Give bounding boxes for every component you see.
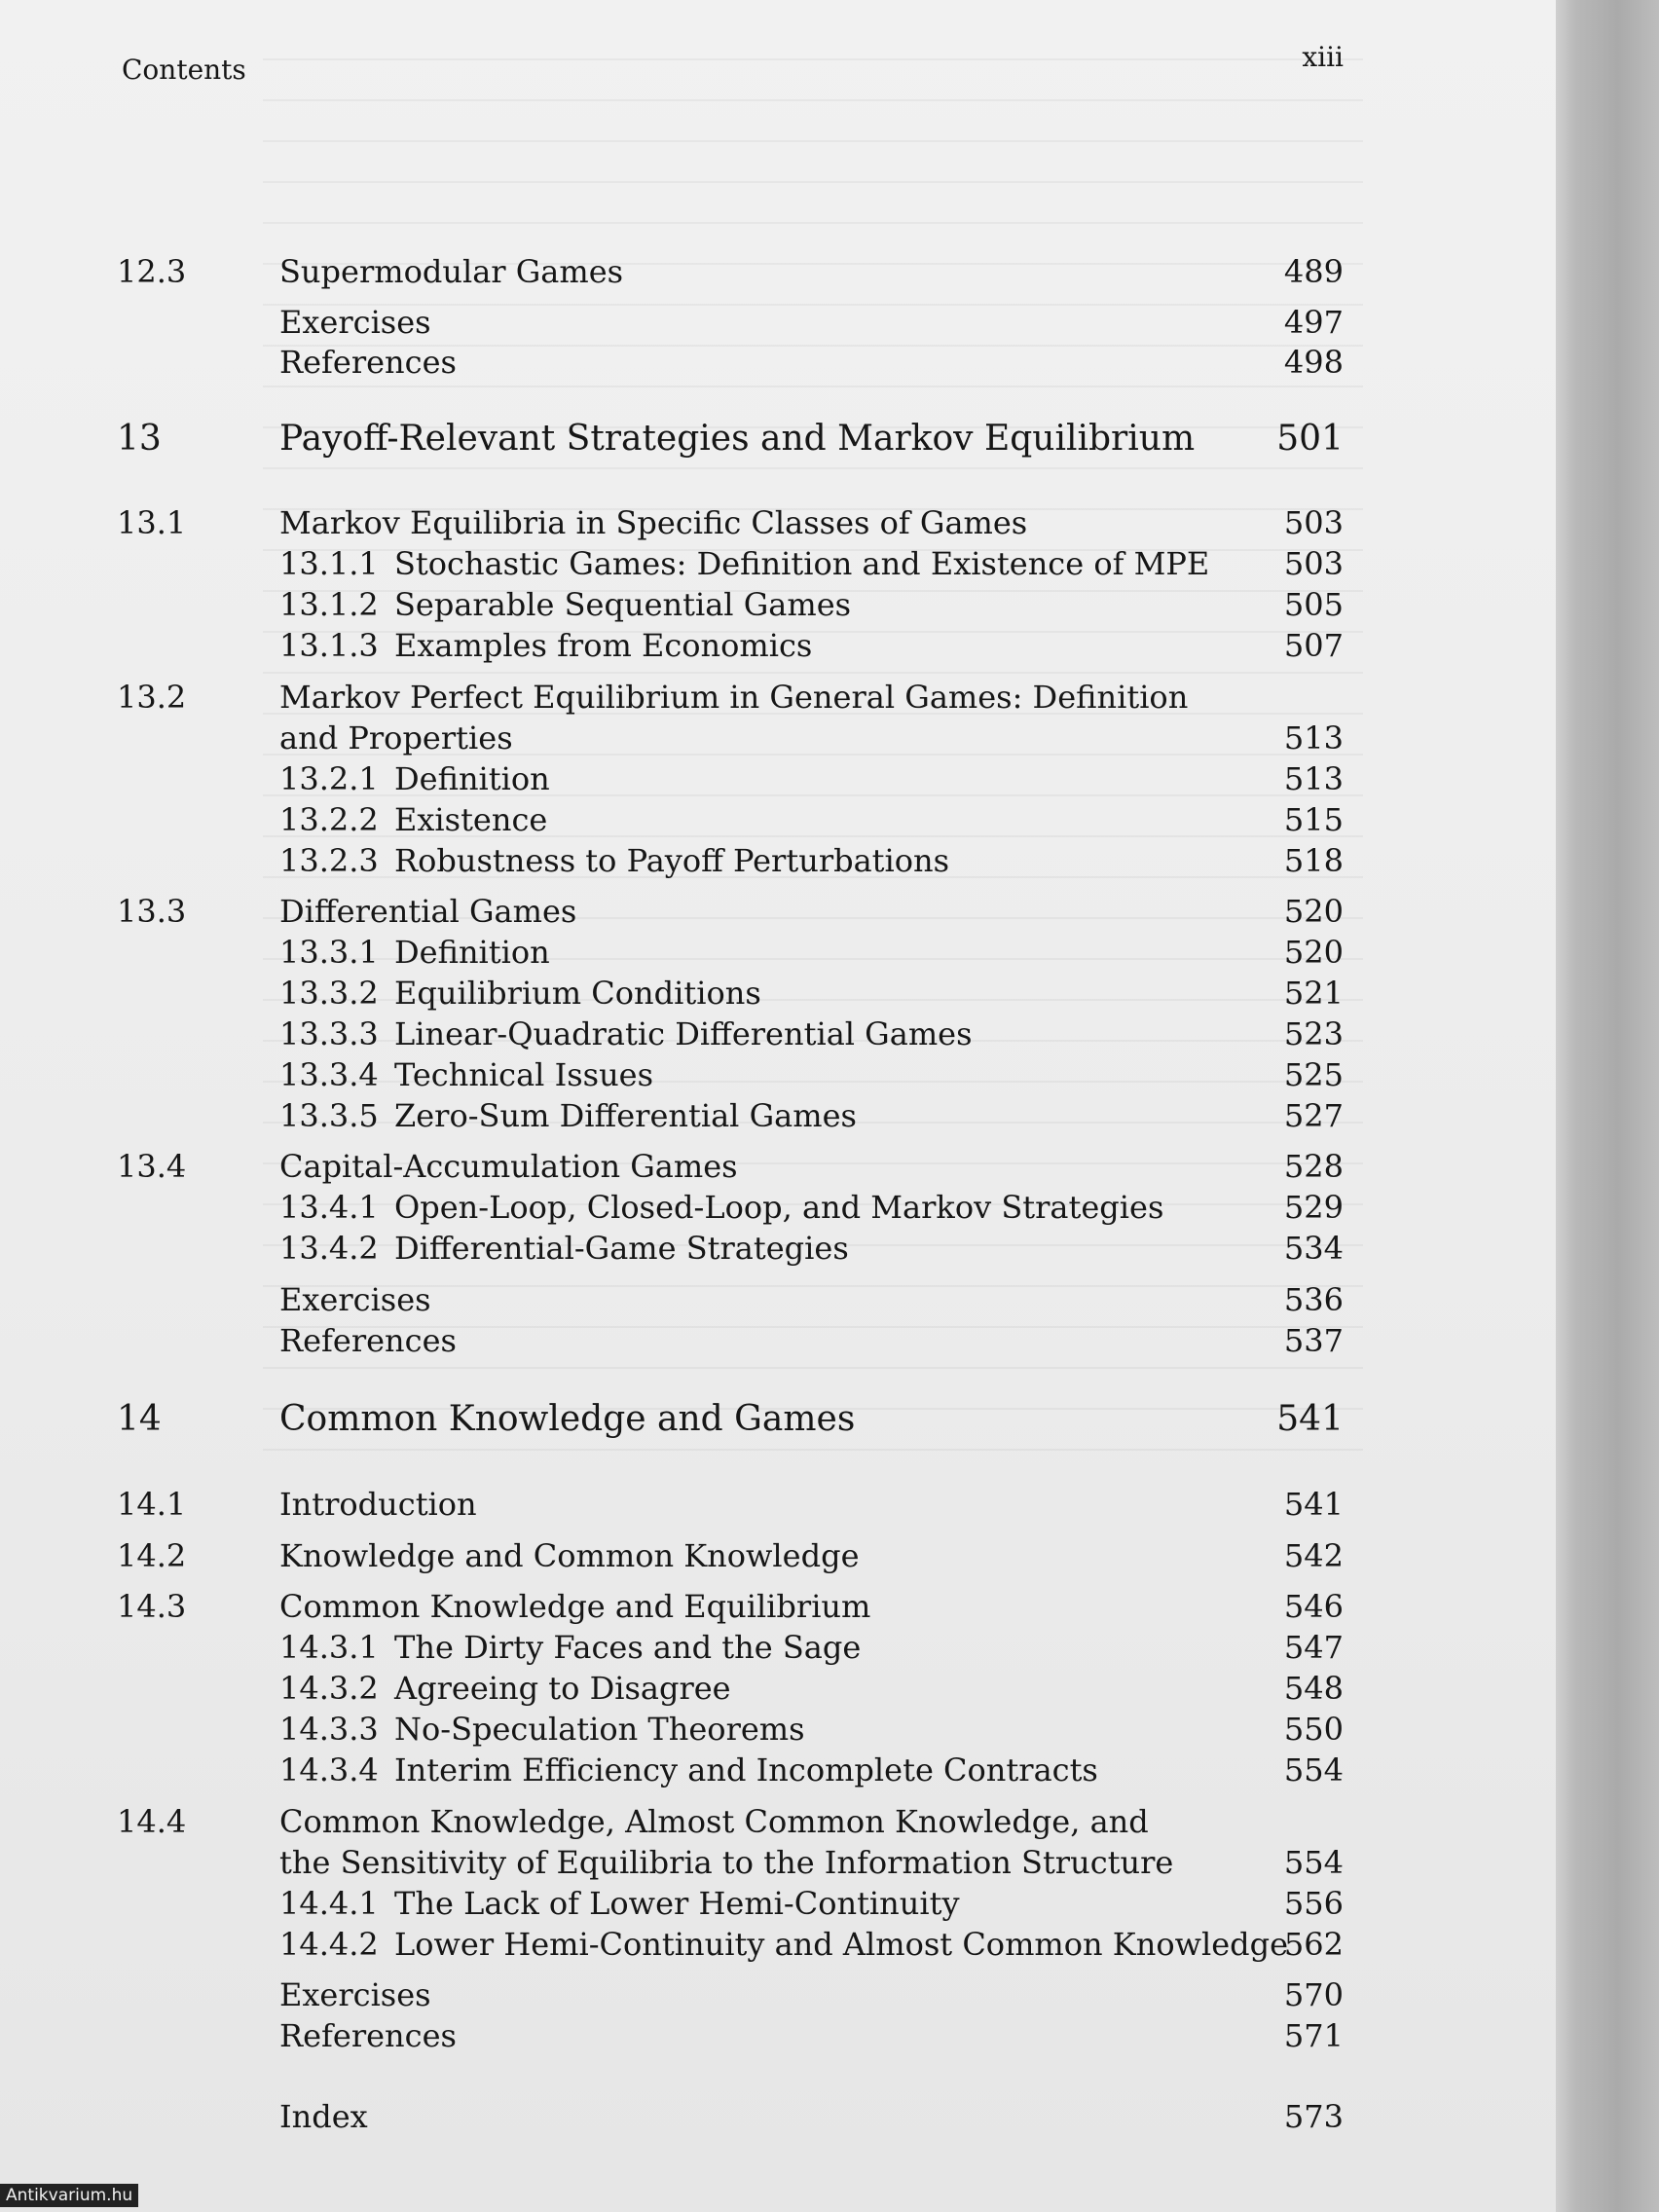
- toc-entry: [0, 304, 1556, 347]
- toc-entry: [0, 1588, 1556, 1631]
- section-title: Supermodular Games: [279, 253, 624, 290]
- toc-subentry: [0, 1015, 1556, 1058]
- toc-entry: [0, 893, 1556, 936]
- page-ref: 556: [1283, 1885, 1344, 1922]
- subsection-number: 13.1.3: [279, 627, 379, 664]
- toc-entry: [0, 1148, 1556, 1191]
- toc-subentry: [0, 627, 1556, 670]
- page-ref: 536: [1283, 1281, 1344, 1318]
- page-ref: 515: [1283, 801, 1344, 838]
- section-title: References: [279, 344, 457, 381]
- subsection-number: 13.3.2: [279, 975, 379, 1012]
- subsection-title: Equilibrium Conditions: [394, 975, 761, 1012]
- subsection-title: Technical Issues: [394, 1056, 654, 1093]
- section-title: Markov Perfect Equilibrium in General Games: Definition: [279, 679, 1189, 716]
- section-title: Capital-Accumulation Games: [279, 1148, 738, 1185]
- subsection-number: 13.4.1: [279, 1189, 379, 1226]
- subsection-number: 14.3.1: [279, 1629, 379, 1666]
- section-title: Knowledge and Common Knowledge: [279, 1537, 860, 1574]
- section-number: 14.4: [117, 1803, 187, 1840]
- section-number: 12.3: [117, 253, 187, 290]
- subsection-title: Stochastic Games: Definition and Existence of MPE: [394, 545, 1210, 582]
- section-title: Index: [279, 2098, 368, 2135]
- toc-entry-continued: [0, 719, 1556, 762]
- page-ref: 489: [1283, 253, 1344, 290]
- page-ref: 523: [1283, 1015, 1344, 1052]
- subsection-title: Differential-Game Strategies: [394, 1230, 849, 1267]
- subsection-title: Lower Hemi-Continuity and Almost Common Knowledge: [394, 1926, 1289, 1963]
- section-number: 14.2: [117, 1537, 187, 1574]
- chapter-title: Payoff-Relevant Strategies and Markov Equilibrium: [279, 419, 1196, 459]
- subsection-title: Robustness to Payoff Perturbations: [394, 842, 950, 879]
- page-ref: 571: [1283, 2017, 1344, 2054]
- subsection-title: Existence: [394, 801, 548, 838]
- subsection-number: 13.2.2: [279, 801, 379, 838]
- toc-subentry: [0, 1230, 1556, 1272]
- chapter-entry: [0, 1399, 1556, 1442]
- page-ref: 554: [1283, 1751, 1344, 1788]
- toc-entry: [0, 1537, 1556, 1580]
- subsection-title: Separable Sequential Games: [394, 586, 852, 623]
- page-ref: 521: [1283, 975, 1344, 1012]
- toc-subentry: [0, 586, 1556, 629]
- subsection-number: 14.3.2: [279, 1670, 379, 1707]
- page-ref: 498: [1283, 344, 1344, 381]
- toc-entry: [0, 679, 1556, 721]
- page-ref: 546: [1283, 1588, 1344, 1625]
- subsection-title: Definition: [394, 760, 550, 797]
- subsection-number: 13.1.2: [279, 586, 379, 623]
- section-number: 13.2: [117, 679, 187, 716]
- page-ref: 548: [1283, 1670, 1344, 1707]
- section-title: Introduction: [279, 1486, 477, 1523]
- subsection-number: 13.3.5: [279, 1097, 379, 1134]
- subsection-number: 13.3.3: [279, 1015, 379, 1052]
- page-ref: 562: [1283, 1926, 1344, 1963]
- page-number: xiii: [1302, 41, 1344, 73]
- toc-subentry: [0, 1629, 1556, 1672]
- subsection-title: Interim Efficiency and Incomplete Contracts: [394, 1751, 1098, 1788]
- section-number: 14.3: [117, 1588, 187, 1625]
- toc-subentry: [0, 545, 1556, 588]
- page-ref: 570: [1283, 1976, 1344, 2013]
- subsection-title: Open-Loop, Closed-Loop, and Markov Strategies: [394, 1189, 1164, 1226]
- toc-subentry: [0, 1885, 1556, 1928]
- page-ref: 527: [1283, 1097, 1344, 1134]
- section-title: Markov Equilibria in Specific Classes of Games: [279, 504, 1028, 541]
- section-title: Exercises: [279, 304, 431, 341]
- toc-entry: [0, 344, 1556, 387]
- section-title: References: [279, 1322, 457, 1359]
- page-ref: 501: [1276, 419, 1344, 459]
- page-ref: 503: [1283, 504, 1344, 541]
- section-title: References: [279, 2017, 457, 2054]
- page-ref: 513: [1283, 719, 1344, 756]
- subsection-number: 13.1.1: [279, 545, 379, 582]
- toc-entry: [0, 1486, 1556, 1529]
- toc-subentry: [0, 1751, 1556, 1794]
- toc-subentry: [0, 1056, 1556, 1099]
- section-number: 13.1: [117, 504, 187, 541]
- section-title: Common Knowledge and Equilibrium: [279, 1588, 871, 1625]
- subsection-title: Linear-Quadratic Differential Games: [394, 1015, 973, 1052]
- page-ref: 505: [1283, 586, 1344, 623]
- page-ref: 513: [1283, 760, 1344, 797]
- subsection-number: 13.3.4: [279, 1056, 379, 1093]
- running-header: Contents: [122, 54, 246, 86]
- section-title: and Properties: [279, 719, 513, 756]
- page-ref: 528: [1283, 1148, 1344, 1185]
- toc-subentry: [0, 1926, 1556, 1969]
- page-ref: 497: [1283, 304, 1344, 341]
- toc-subentry: [0, 1189, 1556, 1232]
- toc-entry: [0, 253, 1556, 296]
- toc-subentry: [0, 801, 1556, 844]
- toc-entry: [0, 2017, 1556, 2060]
- toc-subentry: [0, 1711, 1556, 1753]
- page-ref: 537: [1283, 1322, 1344, 1359]
- chapter-number: 14: [117, 1399, 162, 1439]
- subsection-title: The Dirty Faces and the Sage: [394, 1629, 862, 1666]
- toc-entry-continued: [0, 1844, 1556, 1887]
- page-ref: 534: [1283, 1230, 1344, 1267]
- page-ref: 503: [1283, 545, 1344, 582]
- subsection-number: 14.3.4: [279, 1751, 379, 1788]
- subsection-title: Examples from Economics: [394, 627, 813, 664]
- toc-entry: [0, 1803, 1556, 1846]
- chapter-entry: [0, 419, 1556, 461]
- subsection-title: Zero-Sum Differential Games: [394, 1097, 857, 1134]
- page-ref: 529: [1283, 1189, 1344, 1226]
- subsection-number: 14.3.3: [279, 1711, 379, 1748]
- page-ref: 550: [1283, 1711, 1344, 1748]
- watermark: Antikvarium.hu: [0, 2184, 138, 2207]
- subsection-number: 13.2.3: [279, 842, 379, 879]
- page-ref: 520: [1283, 893, 1344, 930]
- subsection-number: 13.2.1: [279, 760, 379, 797]
- toc-subentry: [0, 842, 1556, 885]
- section-title: Differential Games: [279, 893, 577, 930]
- section-number: 13.4: [117, 1148, 187, 1185]
- section-title: Common Knowledge, Almost Common Knowledge, and: [279, 1803, 1149, 1840]
- subsection-number: 14.4.2: [279, 1926, 379, 1963]
- subsection-title: The Lack of Lower Hemi-Continuity: [394, 1885, 960, 1922]
- subsection-title: Definition: [394, 934, 550, 971]
- page-ref: 525: [1283, 1056, 1344, 1093]
- page-ref: 554: [1283, 1844, 1344, 1881]
- page-edge: [1556, 0, 1659, 2212]
- page-ref: 520: [1283, 934, 1344, 971]
- page-ref: 573: [1283, 2098, 1344, 2135]
- subsection-title: No-Speculation Theorems: [394, 1711, 805, 1748]
- page-ref: 507: [1283, 627, 1344, 664]
- subsection-number: 13.3.1: [279, 934, 379, 971]
- page-ref: 518: [1283, 842, 1344, 879]
- subsection-title: Agreeing to Disagree: [394, 1670, 731, 1707]
- page-ref: 542: [1283, 1537, 1344, 1574]
- section-title: the Sensitivity of Equilibria to the Information Structure: [279, 1844, 1174, 1881]
- toc-subentry: [0, 760, 1556, 803]
- toc-entry: [0, 1281, 1556, 1324]
- toc-subentry: [0, 934, 1556, 977]
- subsection-number: 14.4.1: [279, 1885, 379, 1922]
- toc-subentry: [0, 975, 1556, 1017]
- toc-entry: [0, 1976, 1556, 2019]
- subsection-number: 13.4.2: [279, 1230, 379, 1267]
- chapter-title: Common Knowledge and Games: [279, 1399, 856, 1439]
- page-ref: 541: [1276, 1399, 1344, 1439]
- toc-entry: [0, 1322, 1556, 1365]
- page-ref: 541: [1283, 1486, 1344, 1523]
- chapter-number: 13: [117, 419, 162, 459]
- toc-entry: [0, 504, 1556, 547]
- section-title: Exercises: [279, 1976, 431, 2013]
- toc-entry-index: [0, 2098, 1556, 2141]
- toc-subentry: [0, 1670, 1556, 1713]
- section-title: Exercises: [279, 1281, 431, 1318]
- section-number: 13.3: [117, 893, 187, 930]
- section-number: 14.1: [117, 1486, 187, 1523]
- toc-subentry: [0, 1097, 1556, 1140]
- page-ref: 547: [1283, 1629, 1344, 1666]
